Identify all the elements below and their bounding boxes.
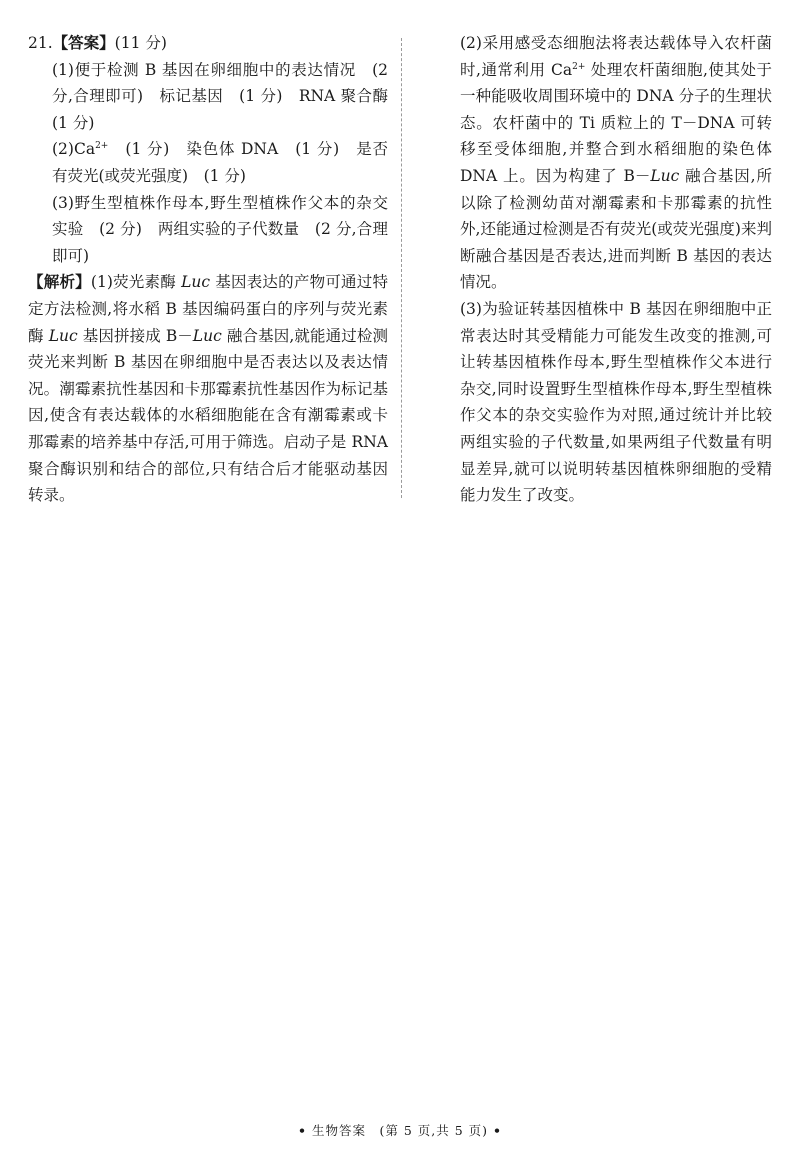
left-column	[28, 30, 404, 509]
analysis-text: 融合基因,就能通过检测荧光来判断 B 基因在卵细胞中是否表达以及表达情况。潮霉素抗性基因和卡那霉素抗性基因作为标记基因,使含有表达载体的水稻细胞能在含有潮霉素或卡那霉素的培养基中存活,可用于筛选。启动子是 RNA 聚合酶识别和结合的部位,只有结合后才能驱动基因转录。	[28, 326, 389, 505]
question-score: (11 分)	[114, 34, 167, 52]
footer-dot-left: •	[298, 1123, 307, 1138]
analysis-tag: 【解析】	[28, 272, 91, 292]
luc-gene-name: Luc	[192, 326, 222, 345]
analysis-text: (1)荧光素酶	[90, 273, 182, 292]
analysis-part-3: (3)为验证转基因植株中 B 基因在卵细胞中正常表达时其受精能力可能发生改变的推测,可让转基因植株作母本,野生型植株作父本进行杂交,同时设置野生型植株作母本,野生型植株作父本的杂交实验作为对照,通过统计并比较两组实验的子代数量,如果两组子代数量有明显差异,就可以说明转基因植株卵细胞的受精能力发生了改变。	[460, 299, 772, 505]
answer-part-2-rest: (1 分) 染色体 DNA (1 分) 是否有荧光(或荧光强度) (1 分)	[52, 140, 388, 185]
analysis-part-1	[28, 269, 388, 508]
answer-part-2	[28, 136, 388, 189]
analysis-text: 处理农杆菌细胞,使其处于一种能吸收周围环境中的 DNA 分子的生理状态。农杆菌中的 Ti 质粒上的 T－DNA 可转移至受体细胞,并整合到水稻细胞的染色体 DNA 上。因为构建了 B－	[460, 60, 772, 185]
footer-dot-right: •	[493, 1123, 502, 1138]
luc-gene-name: Luc	[181, 273, 211, 292]
calcium-superscript: 2+	[572, 61, 586, 72]
analysis-text: (2)采用感受态细胞法将表达载体导入农杆菌时,通常利用 Ca	[460, 34, 772, 79]
analysis-part-2	[436, 30, 772, 296]
question-number: 21.	[28, 34, 53, 52]
answer-part-3: (3)野生型植株作母本,野生型植株作父本的杂交实验 (2 分) 两组实验的子代数量 (2 分,合理即可)	[52, 193, 388, 265]
answer-part-1: (1)便于检测 B 基因在卵细胞中的表达情况 (2 分,合理即可) 标记基因 (1 分) RNA 聚合酶 (1 分)	[52, 60, 404, 132]
right-column	[436, 30, 772, 509]
analysis-text: 基因拼接成 B－	[77, 326, 193, 345]
answer-part-2-prefix: (2)Ca	[52, 140, 96, 159]
analysis-text: 基因表达的产物可通过特定方法检测,将水稻 B 基因编码蛋白的序列与荧光素酶	[28, 273, 388, 345]
calcium-superscript: 2+	[95, 141, 109, 152]
analysis-text: 融合基因,所以除了检测幼苗对潮霉素和卡那霉素的抗性外,还能通过检测是否有荧光(或荧光强度)来判断融合基因是否表达,进而判断 B 基因的表达情况。	[460, 166, 772, 292]
page-footer	[0, 1121, 800, 1139]
answer-tag: 【答案】	[52, 33, 115, 52]
column-divider	[401, 38, 402, 498]
footer-text: 生物答案 (第 5 页,共 5 页)	[311, 1123, 489, 1138]
luc-gene-name: Luc	[650, 166, 680, 185]
answer-header	[28, 30, 388, 57]
luc-gene-name: Luc	[48, 326, 78, 345]
